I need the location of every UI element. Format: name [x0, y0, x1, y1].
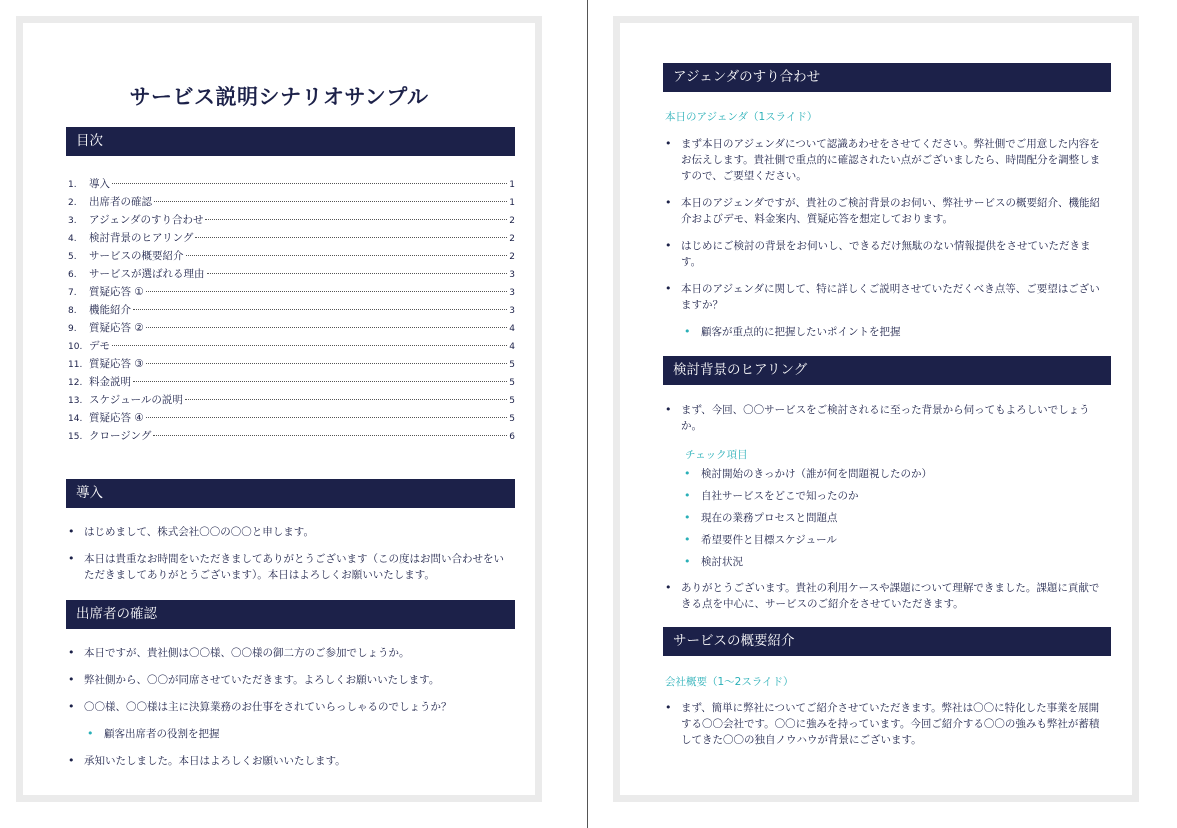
attendees-bullets — [64, 645, 511, 780]
document-title: サービス説明シナリオサンプル — [129, 85, 429, 109]
toc-entry[interactable]: 15. クロージング 6 — [68, 430, 515, 442]
agenda-bullets — [661, 136, 1108, 351]
check-item: • 現在の業務プロセスと問題点 — [661, 510, 1108, 526]
sub-list-item: • 顧客が重点的に把握したいポイントを把握 — [661, 324, 1108, 340]
toc-entry[interactable]: 14. 質疑応答 ④ 5 — [68, 412, 515, 424]
toc-entry[interactable]: 5. サービスの概要紹介 2 — [68, 250, 515, 262]
toc-entry[interactable]: 7. 質疑応答 ① 3 — [68, 286, 515, 298]
check-item: • 希望要件と目標スケジュール — [661, 532, 1108, 548]
list-item: • まず本日のアジェンダについて認識あわせをさせてください。弊社側でご用意した内容をお伝えします。貴社側で重点的に確認されたい点がございましたら、時間配分を調整しますので、ご要望ください。 — [661, 136, 1108, 184]
list-item: • 本日のアジェンダですが、貴社のご検討背景のお伺い、弊社サービスの概要紹介、機能紹介およびデモ、料金案内、質疑応答を想定しております。 — [661, 195, 1108, 227]
hearing-closing — [661, 580, 1108, 623]
toc-entry[interactable]: 10. デモ 4 — [68, 340, 515, 352]
toc-entry[interactable]: 1. 導入 1 — [68, 178, 515, 190]
toc-entry[interactable]: 9. 質疑応答 ② 4 — [68, 322, 515, 334]
list-item: • 本日ですが、貴社側は〇〇様、〇〇様の御二方のご参加でしょうか。 — [64, 645, 511, 661]
section-heading-intro: 導入 — [66, 479, 515, 508]
toc-entry[interactable]: 4. 検討背景のヒアリング 2 — [68, 232, 515, 244]
company-overview-label: 会社概要（1～2スライド） — [665, 676, 794, 688]
toc-entry[interactable]: 2. 出席者の確認 1 — [68, 196, 515, 208]
sub-list-item: • 顧客出席者の役割を把握 — [64, 726, 511, 742]
list-item: • ありがとうございます。貴社の利用ケースや課題について理解できました。課題に貢献できる点を中心に、サービスのご紹介をさせていただきます。 — [661, 580, 1108, 612]
list-item: • 本日のアジェンダに関して、特に詳しくご説明させていただくべき点等、ご要望はございますか？ — [661, 281, 1108, 313]
overview-bullets — [661, 700, 1108, 759]
section-heading-hearing: 検討背景のヒアリング — [663, 356, 1111, 385]
toc-entry[interactable]: 11. 質疑応答 ③ 5 — [68, 358, 515, 370]
list-item: • 本日は貴重なお時間をいただきましてありがとうございます（この度はお問い合わせをいただきましてありがとうございます）。本日はよろしくお願いいたします。 — [64, 551, 511, 583]
toc-entry[interactable]: 13. スケジュールの説明 5 — [68, 394, 515, 406]
check-item: • 自社サービスをどこで知ったのか — [661, 488, 1108, 504]
toc-heading: 目次 — [66, 127, 515, 156]
hearing-bullets — [661, 402, 1108, 445]
list-item: • 承知いたしました。本日はよろしくお願いいたします。 — [64, 753, 511, 769]
section-heading-agenda: アジェンダのすり合わせ — [663, 63, 1111, 92]
toc-entry[interactable]: 12. 料金説明 5 — [68, 376, 515, 388]
section-heading-attendees: 出席者の確認 — [66, 600, 515, 629]
check-item: • 検討開始のきっかけ（誰が何を問題視したのか） — [661, 466, 1108, 482]
document-page-1 — [16, 16, 542, 802]
check-items — [661, 466, 1108, 576]
list-item: • まず、今回、〇〇サービスをご検討されるに至った背景から伺ってもよろしいでしょうか。 — [661, 402, 1108, 434]
list-item: • はじめにご検討の背景をお伺いし、できるだけ無駄のない情報提供をさせていただきます。 — [661, 238, 1108, 270]
list-item: • 〇〇様、〇〇様は主に決算業務のお仕事をされていらっしゃるのでしょうか？ — [64, 699, 511, 715]
list-item: • まず、簡単に弊社についてご紹介させていただきます。弊社は〇〇に特化した事業を展開する〇〇会社です。〇〇に強みを持っています。今回ご紹介する〇〇の強みも弊社が蓄積してきた〇〇の独自ノウハウが背景にございます。 — [661, 700, 1108, 748]
toc-entry[interactable]: 8. 機能紹介 3 — [68, 304, 515, 316]
page-divider — [587, 0, 588, 828]
check-items-label: チェック項目 — [685, 449, 748, 461]
table-of-contents — [68, 176, 515, 446]
list-item: • 弊社側から、〇〇が同席させていただきます。よろしくお願いいたします。 — [64, 672, 511, 688]
list-item: • はじめまして、株式会社〇〇の〇〇と申します。 — [64, 524, 511, 540]
check-item: • 検討状況 — [661, 554, 1108, 570]
toc-entry[interactable]: 6. サービスが選ばれる理由 3 — [68, 268, 515, 280]
toc-entry[interactable]: 3. アジェンダのすり合わせ 2 — [68, 214, 515, 226]
agenda-label: 本日のアジェンダ（1スライド） — [665, 111, 818, 123]
intro-bullets — [64, 524, 511, 594]
section-heading-overview: サービスの概要紹介 — [663, 627, 1111, 656]
document-page-2 — [613, 16, 1139, 802]
